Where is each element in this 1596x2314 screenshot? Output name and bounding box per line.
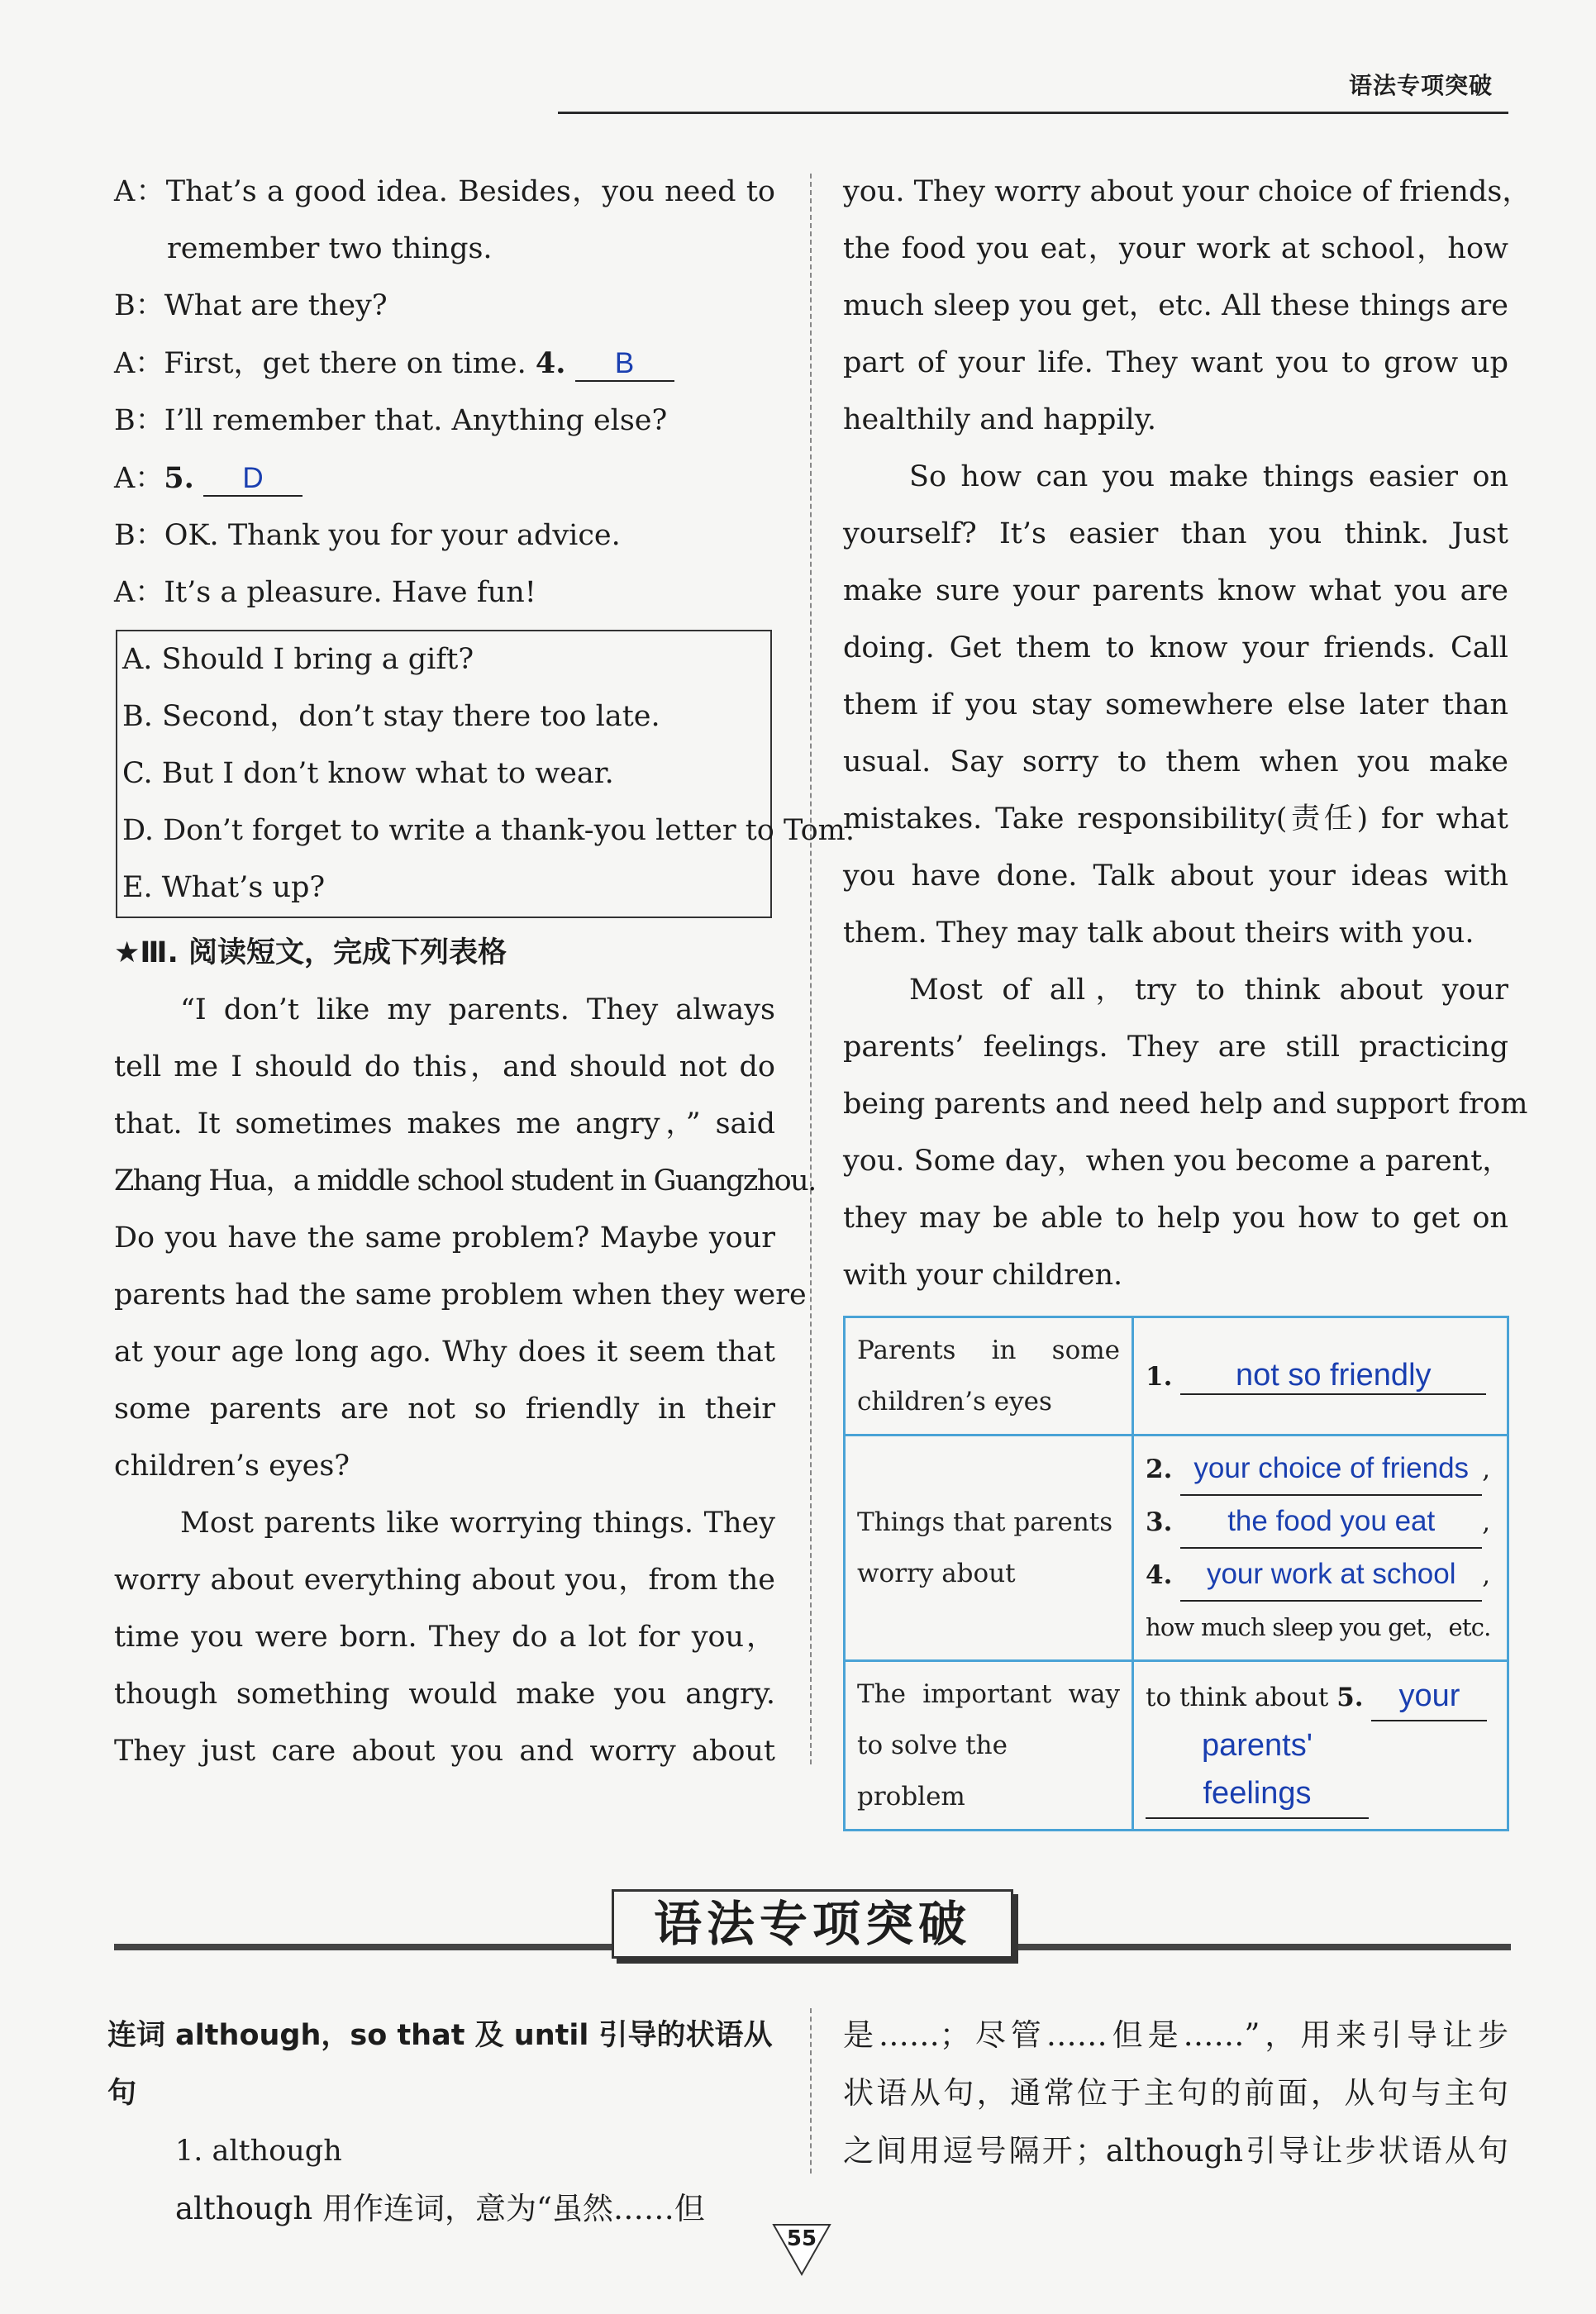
passage-line: them if you stay somewhere else later than: [843, 688, 1508, 721]
grammar-right: [843, 2007, 1508, 2180]
question-number: 3.: [1146, 1507, 1173, 1537]
table-answer-cell: [1133, 1317, 1508, 1436]
grammar-text: 是……；尽管……但是……”，用来引导让步: [843, 2017, 1508, 2053]
page-number-text: 55: [786, 2226, 817, 2251]
answer-blank-5: your: [1371, 1672, 1487, 1721]
label-text: Things that parents: [857, 1507, 1113, 1537]
header-rule: [558, 112, 1508, 114]
passage-line: “I don’t like my parents. They always: [180, 993, 775, 1026]
dialogue-line: B：What are they?: [114, 289, 388, 322]
table-label-cell: [845, 1661, 1133, 1831]
table-label-cell: [845, 1436, 1133, 1661]
passage-line: that. It sometimes makes me angry，” said: [114, 1107, 775, 1140]
question-number: 4.: [1146, 1560, 1173, 1590]
passage-line: children’s eyes?: [114, 1450, 350, 1483]
passage-line: make sure your parents know what you are: [843, 574, 1508, 607]
question-number: 5.: [164, 461, 194, 495]
dialogue-line: B：I’ll remember that. Anything else?: [114, 404, 668, 437]
answer-blank-5-cont: parents' feelings: [1146, 1721, 1369, 1819]
passage-line: healthily and happily.: [843, 403, 1157, 436]
grammar-banner: 语法专项突破: [612, 1889, 1013, 1959]
comma: ,: [1482, 1507, 1491, 1537]
left-column: [114, 164, 855, 1780]
table-row: [845, 1317, 1508, 1436]
passage-line: Most parents like worrying things. They: [180, 1507, 775, 1540]
passage-line: you have done. Talk about your ideas with: [843, 859, 1508, 893]
grammar-left: [107, 2007, 793, 2238]
grammar-text: 之间用逗号隔开；although引导让步状语从句: [843, 2133, 1508, 2169]
grammar-item: 1. although: [175, 2135, 342, 2168]
answer-blank-4: B: [575, 347, 674, 382]
right-column: [843, 164, 1532, 1304]
passage-line: Do you have the same problem? Maybe your: [114, 1221, 775, 1255]
passage-line: you. Some day，when you become a parent，: [843, 1145, 1512, 1178]
question-number: 4.: [535, 346, 566, 380]
passage-line: yourself? It’s easier than you think. Just: [843, 517, 1508, 550]
column-divider: [810, 174, 812, 1764]
passage-line: you. They worry about your choice of friends，: [843, 175, 1532, 208]
answer-blank-3: the food you eat: [1180, 1496, 1482, 1549]
passage-line: them. They may talk about theirs with you.: [843, 917, 1475, 950]
option-item: B. Second，don’t stay there too late.: [122, 700, 660, 733]
page-number: [769, 2221, 835, 2279]
dialogue-text: A：First，get there on time.: [114, 347, 526, 380]
passage-line: worry about everything about you，from the: [114, 1564, 775, 1597]
grammar-text: although 用作连词，意为“虽然……但: [175, 2191, 705, 2226]
table-text: how much sleep you get，etc.: [1146, 1613, 1491, 1641]
label-text: to solve the problem: [857, 1731, 1008, 1812]
question-number: 1.: [1146, 1361, 1173, 1392]
option-item: A. Should I bring a gift?: [122, 643, 474, 676]
label-text: Parents in some: [857, 1336, 1120, 1365]
comma: ,: [1482, 1560, 1491, 1590]
dialogue-line: B：OK. Thank you for your advice.: [114, 519, 621, 552]
passage-line: much sleep you get，etc. All these things are: [843, 289, 1508, 322]
grammar-text: 状语从句，通常位于主句的前面，从句与主句: [843, 2075, 1508, 2111]
answer-blank-2: your choice of friends: [1180, 1443, 1482, 1496]
passage-line: being parents and need help and support from: [843, 1088, 1528, 1121]
grammar-section-title: 连词 although，so that 及 until 引导的状语从句: [107, 2019, 773, 2110]
passage-line: tell me I should do this，and should not do: [114, 1050, 775, 1083]
question-number: 2.: [1146, 1455, 1173, 1484]
option-item: E. What’s up?: [122, 871, 326, 904]
option-item: D. Don’t forget to write a thank-you letter to Tom.: [122, 814, 855, 847]
passage-line: they may be able to help you how to get on: [843, 1202, 1508, 1235]
table-row: [845, 1661, 1508, 1831]
passage-line: parents had the same problem when they were: [114, 1278, 807, 1312]
passage-line: part of your life. They want you to grow up: [843, 346, 1508, 379]
table-label-cell: [845, 1317, 1133, 1436]
table-text: to think about: [1146, 1683, 1329, 1712]
label-text: The important way: [857, 1679, 1120, 1709]
question-number: 5.: [1336, 1683, 1364, 1712]
section-title: ★Ⅲ. 阅读短文，完成下列表格: [114, 936, 507, 969]
passage-line: parents’ feelings. They are still practicing: [843, 1031, 1508, 1064]
summary-table: [843, 1316, 1509, 1831]
dialogue-line: [114, 450, 775, 507]
dialogue-line: remember two things.: [167, 232, 493, 265]
table-answer-cell: [1133, 1661, 1508, 1831]
answer-blank-1: not so friendly: [1180, 1358, 1486, 1395]
column-divider: [810, 2008, 812, 2174]
dialogue-line: A：It’s a pleasure. Have fun!: [114, 576, 536, 609]
passage-line: at your age long ago. Why does it seem that: [114, 1336, 775, 1369]
label-text: children’s eyes: [857, 1387, 1052, 1416]
passage-line: doing. Get them to know your friends. Call: [843, 631, 1508, 664]
passage-line: mistakes. Take responsibility(责任) for what: [843, 802, 1508, 836]
passage-line: So how can you make things easier on: [909, 460, 1508, 493]
passage-line: Zhang Hua，a middle school student in Guangzhou.: [114, 1164, 816, 1197]
label-text: worry about: [857, 1559, 1016, 1588]
passage-line: They just care about you and worry about: [114, 1735, 775, 1768]
passage-line: time you were born. They do a lot for you，: [114, 1621, 775, 1654]
table-answer-cell: [1133, 1436, 1508, 1661]
comma: ,: [1482, 1455, 1491, 1484]
header-title: 语法专项突破: [1348, 72, 1493, 99]
passage-line: Most of all，try to think about your: [909, 974, 1508, 1007]
passage-line: usual. Say sorry to them when you make: [843, 745, 1508, 778]
dialogue-line: [114, 335, 775, 393]
passage-line: the food you eat，your work at school，how: [843, 232, 1508, 265]
option-item: C. But I don’t know what to wear.: [122, 757, 614, 790]
answer-blank-5: D: [203, 462, 303, 497]
passage-line: some parents are not so friendly in their: [114, 1393, 775, 1426]
passage-line: though something would make you angry.: [114, 1678, 775, 1711]
dialogue-line: A：That’s a good idea. Besides，you need to: [114, 175, 775, 208]
passage-line: with your children.: [843, 1259, 1123, 1292]
dialogue-text: A：: [114, 462, 164, 495]
table-row: [845, 1436, 1508, 1661]
options-box: [116, 630, 855, 918]
answer-blank-4: your work at school: [1180, 1549, 1482, 1602]
